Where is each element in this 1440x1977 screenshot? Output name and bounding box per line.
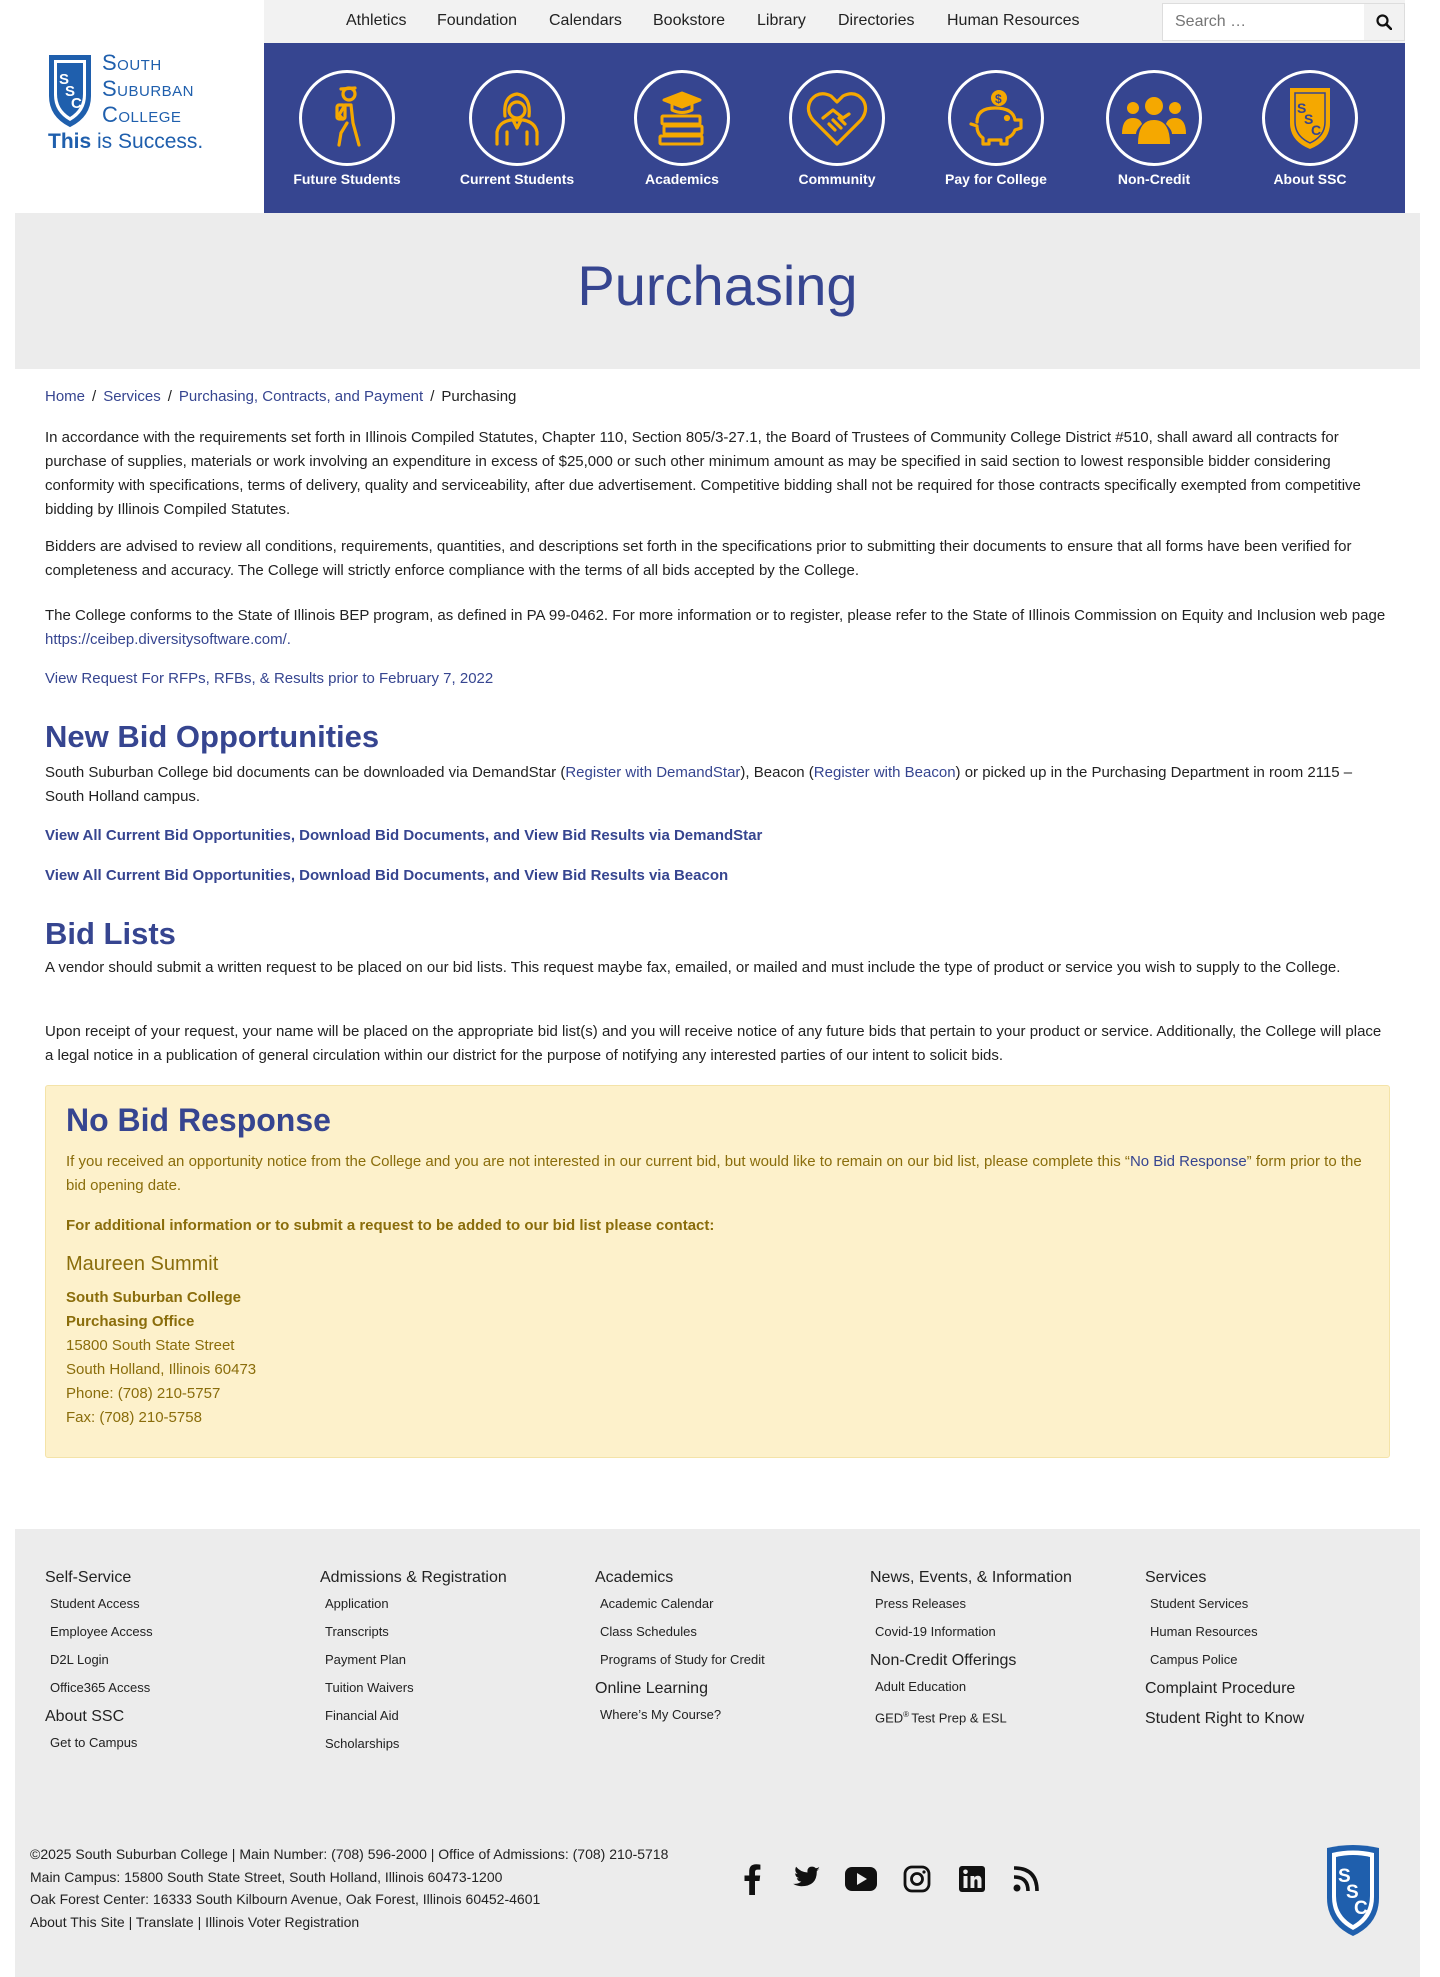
footer-link-ged[interactable] xyxy=(875,1706,1072,1726)
contact-fax: Fax: (708) 210-5758 xyxy=(66,1409,202,1426)
contact-intro: For additional information or to submit a request to be added to our bid list please contact: xyxy=(66,1217,715,1234)
svg-text:S: S xyxy=(1297,100,1307,116)
bep-text: The College conforms to the State of Illinois BEP program, as defined in PA 99-0462. For more information or to register, please refer to the State of Illinois Commission on Equity and Inclusion web page xyxy=(45,607,1386,624)
view-bids-demandstar-link[interactable]: View All Current Bid Opportunities, Download Bid Documents, and View Bid Results via DemandStar xyxy=(45,827,763,844)
student-icon xyxy=(469,70,565,166)
heart-handshake-icon xyxy=(789,70,885,166)
logo-shield-icon xyxy=(46,52,94,128)
nav-future-students[interactable] xyxy=(277,43,417,213)
ged-label: GED xyxy=(875,1710,904,1726)
no-bid-text-b: ” form prior to the bid opening date. xyxy=(66,1153,1362,1194)
beacon-link-paragraph xyxy=(45,864,1390,888)
breadcrumb-services[interactable]: Services xyxy=(103,388,161,405)
nav-non-credit[interactable] xyxy=(1084,43,1224,213)
walking-person-icon xyxy=(299,70,395,166)
nav-label-about-ssc: About SSC xyxy=(1273,171,1347,187)
youtube-icon[interactable] xyxy=(841,1859,881,1899)
register-beacon-link[interactable]: Register with Beacon xyxy=(813,764,956,781)
footer-separator: | xyxy=(124,1913,136,1930)
main-nav xyxy=(264,43,1405,213)
logo-line-3: College xyxy=(102,102,182,127)
people-group-icon xyxy=(1106,70,1202,166)
footer-link-academic-calendar[interactable]: Academic Calendar xyxy=(600,1596,714,1611)
page-title-band xyxy=(15,213,1420,369)
footer-link-translate[interactable]: Translate xyxy=(135,1913,194,1930)
site-footer xyxy=(15,1529,1420,1977)
footer-link-adult-education[interactable]: Adult Education xyxy=(875,1679,967,1694)
nav-academics[interactable] xyxy=(612,43,752,213)
no-bid-response-heading: No Bid Response xyxy=(66,1102,331,1138)
topnav-human-resources[interactable]: Human Resources xyxy=(947,12,1080,29)
svg-text:S: S xyxy=(1346,1882,1359,1903)
intro-paragraph-bep xyxy=(45,604,1390,652)
footer-link-employee-access[interactable]: Employee Access xyxy=(50,1624,153,1639)
topnav-directories[interactable]: Directories xyxy=(838,12,915,29)
svg-text:S: S xyxy=(1304,111,1314,127)
footer-link-student-services[interactable]: Student Services xyxy=(1150,1596,1249,1611)
footer-link-campus-police[interactable]: Campus Police xyxy=(1150,1652,1238,1667)
breadcrumb-home[interactable]: Home xyxy=(45,388,86,405)
prior-results-paragraph xyxy=(45,667,1390,691)
search-box xyxy=(1162,3,1405,41)
bid-lists-paragraph-2: Upon receipt of your request, your name will be placed on the appropriate bid list(s) and you will receive notice of any future bids that pertain to your product or service. Additionally, the College will place a legal notice in a publication of general circulation within our district for the purpose of notifying any interested parties of our intent to solicit bids. xyxy=(45,1023,1382,1064)
footer-link-d2l-login[interactable]: D2L Login xyxy=(50,1652,109,1667)
footer-main-campus: Main Campus: 15800 South State Street, South Holland, Illinois 60473-1200 xyxy=(30,1868,503,1885)
svg-text:C: C xyxy=(1354,1898,1368,1919)
footer-heading-about: About SSC xyxy=(45,1708,125,1725)
footer-heading-non-credit: Non-Credit Offerings xyxy=(870,1652,1017,1669)
logo-tagline-bold: This xyxy=(48,130,92,153)
contact-dept: Purchasing Office xyxy=(66,1313,195,1330)
footer-link-payment-plan[interactable]: Payment Plan xyxy=(325,1652,406,1667)
footer-link-tuition-waivers[interactable]: Tuition Waivers xyxy=(325,1680,414,1695)
footer-link-application[interactable]: Application xyxy=(325,1596,389,1611)
footer-ssc-shield-icon xyxy=(1323,1844,1383,1939)
footer-link-voter-registration[interactable]: Illinois Voter Registration xyxy=(205,1913,360,1930)
new-bids-paragraph xyxy=(45,761,1390,809)
search-button[interactable] xyxy=(1364,4,1404,40)
new-bids-text-b: ), Beacon ( xyxy=(740,764,814,781)
intro-paragraph-statute: In accordance with the requirements set forth in Illinois Compiled Statutes, Chapter 110, Section 805/3-27.1, the Board of Trustees of Community College District #510, shall award all contracts for purchase of supplies, materials or work involving an expenditure in excess of $25,000 or such other minimum amount as may be specified in said section to lowest responsible bidder considering conformity with specifications, terms of delivery, quality and serviceability, after due advertisement. Competitive bidding shall not be required for those contracts specifically exempted from competitive bidding by Illinois Compiled Statutes. xyxy=(45,429,1361,518)
nav-current-students[interactable] xyxy=(447,43,587,213)
piggy-bank-icon xyxy=(948,70,1044,166)
search-icon xyxy=(1376,14,1392,30)
footer-col-services xyxy=(1145,1569,1304,1736)
footer-separator: | xyxy=(193,1913,206,1930)
footer-link-student-access[interactable]: Student Access xyxy=(50,1596,140,1611)
contact-street: 15800 South State Street xyxy=(66,1337,235,1354)
topnav-athletics[interactable]: Athletics xyxy=(346,12,407,29)
bid-lists-heading: Bid Lists xyxy=(45,916,176,951)
breadcrumb xyxy=(45,388,516,405)
contact-name: Maureen Summit xyxy=(66,1253,219,1275)
search-input[interactable] xyxy=(1163,4,1363,40)
books-graduation-cap-icon xyxy=(634,70,730,166)
contact-city: South Holland, Illinois 60473 xyxy=(66,1361,257,1378)
footer-link-about-site[interactable]: About This Site xyxy=(30,1913,125,1930)
nav-label-non-credit: Non-Credit xyxy=(1117,171,1191,187)
rss-icon[interactable] xyxy=(1006,1859,1046,1899)
view-bids-beacon-link[interactable]: View All Current Bid Opportunities, Download Bid Documents, and View Bid Results via Beacon xyxy=(45,867,729,884)
nav-label-community: Community xyxy=(798,171,876,187)
footer-link-press-releases[interactable]: Press Releases xyxy=(875,1596,967,1611)
breadcrumb-current: Purchasing xyxy=(441,388,517,405)
new-bid-opportunities-heading: New Bid Opportunities xyxy=(45,719,380,754)
nav-community[interactable] xyxy=(767,43,907,213)
nav-label-academics: Academics xyxy=(645,171,719,187)
no-bid-response-form-link[interactable]: No Bid Response xyxy=(1129,1153,1247,1170)
intro-paragraph-bidders: Bidders are advised to review all conditions, requirements, quantities, and descriptions set forth in the specifications prior to submitting their documents to ensure that all forms have been verified for completeness and accuracy. The College will strictly enforce compliance with the terms of all bids accepted by the College. xyxy=(45,538,1352,579)
facebook-icon[interactable] xyxy=(732,1859,772,1899)
svg-text:S: S xyxy=(59,71,70,88)
svg-text:C: C xyxy=(71,95,82,112)
footer-heading-news: News, Events, & Information xyxy=(870,1569,1072,1586)
footer-col-admissions xyxy=(320,1569,507,1763)
topnav-bookstore[interactable]: Bookstore xyxy=(653,12,726,29)
contact-org: South Suburban College xyxy=(66,1289,241,1306)
footer-link-transcripts[interactable]: Transcripts xyxy=(325,1624,389,1639)
footer-heading-self-service: Self-Service xyxy=(45,1569,132,1586)
footer-link-covid-info[interactable]: Covid-19 Information xyxy=(875,1624,996,1639)
footer-link-get-to-campus[interactable]: Get to Campus xyxy=(50,1735,138,1750)
footer-heading-academics: Academics xyxy=(595,1569,674,1586)
footer-link-programs-of-study[interactable]: Programs of Study for Credit xyxy=(600,1652,765,1667)
footer-link-wheres-my-course[interactable]: Where’s My Course? xyxy=(600,1707,722,1722)
footer-links-row xyxy=(30,1911,690,1934)
register-demandstar-link[interactable]: Register with DemandStar xyxy=(565,764,741,781)
college-logo[interactable] xyxy=(46,50,226,160)
no-bid-paragraph xyxy=(66,1150,1366,1198)
footer-heading-services: Services xyxy=(1145,1569,1207,1586)
nav-label-pay-for-college: Pay for College xyxy=(945,171,1047,187)
svg-text:S: S xyxy=(1338,1866,1351,1887)
footer-link-complaint-procedure[interactable]: Complaint Procedure xyxy=(1145,1680,1296,1697)
footer-link-class-schedules[interactable]: Class Schedules xyxy=(600,1624,697,1639)
nav-pay-for-college[interactable] xyxy=(926,43,1066,213)
svg-text:C: C xyxy=(1311,122,1322,138)
demandstar-link-paragraph xyxy=(45,824,1390,848)
breadcrumb-separator: / xyxy=(430,388,435,405)
bep-link[interactable]: https://ceibep.diversitysoftware.com/. xyxy=(45,631,291,648)
bid-lists-paragraph-1: A vendor should submit a written request to be placed on our bid lists. This request maybe fax, emailed, or mailed and must include the type of product or service you wish to supply to the College. xyxy=(45,959,1341,976)
footer-oak-forest: Oak Forest Center: 16333 South Kilbourn Avenue, Oak Forest, Illinois 60452-4601 xyxy=(30,1891,541,1907)
footer-col-academics xyxy=(595,1569,765,1734)
footer-col-news xyxy=(870,1569,1072,1737)
svg-text:$: $ xyxy=(995,92,1002,106)
logo-tagline-rest: is Success. xyxy=(91,130,204,153)
breadcrumb-separator: / xyxy=(92,388,97,405)
ged-rest: Test Prep & ESL xyxy=(911,1710,1007,1726)
logo-line-2: Suburban xyxy=(102,76,195,101)
footer-link-student-right-to-know[interactable]: Student Right to Know xyxy=(1145,1710,1305,1727)
logo-wordmark xyxy=(102,50,194,128)
footer-heading-online-learning: Online Learning xyxy=(595,1680,708,1697)
registered-mark: ® xyxy=(903,1710,912,1719)
topnav-foundation[interactable]: Foundation xyxy=(437,12,518,29)
breadcrumb-separator: / xyxy=(167,388,172,405)
prior-results-link[interactable]: View Request For RFPs, RFBs, & Results prior to February 7, 2022 xyxy=(45,670,494,687)
footer-heading-admissions: Admissions & Registration xyxy=(320,1569,507,1586)
nav-about-ssc[interactable] xyxy=(1240,43,1380,213)
logo-line-1: South xyxy=(102,50,162,75)
svg-text:S: S xyxy=(65,83,76,100)
contact-phone: Phone: (708) 210-5757 xyxy=(66,1385,221,1402)
footer-copyright: ©2025 South Suburban College | Main Number: (708) 596-2000 | Office of Admissions: (708) 210-5718 xyxy=(30,1846,669,1862)
ssc-shield-icon xyxy=(1262,70,1358,166)
footer-link-office365[interactable]: Office365 Access xyxy=(50,1680,151,1695)
footer-link-financial-aid[interactable]: Financial Aid xyxy=(325,1708,399,1723)
footer-col-self-service xyxy=(45,1569,153,1762)
topnav-calendars[interactable]: Calendars xyxy=(549,12,622,29)
nav-label-current-students: Current Students xyxy=(459,171,575,187)
instagram-icon[interactable] xyxy=(897,1859,937,1899)
new-bids-text-c: ) or picked up in the Purchasing Department in room 2115 – South Holland campus. xyxy=(45,764,1353,805)
page-title: Purchasing xyxy=(577,254,858,317)
new-bids-text-a: South Suburban College bid documents can be downloaded via DemandStar ( xyxy=(45,764,566,781)
linkedin-icon[interactable] xyxy=(952,1859,992,1899)
topnav-library[interactable]: Library xyxy=(757,12,806,29)
logo-tagline xyxy=(48,130,203,154)
nav-label-future-students: Future Students xyxy=(293,171,401,187)
footer-link-scholarships[interactable]: Scholarships xyxy=(325,1736,400,1751)
twitter-icon[interactable] xyxy=(785,1859,825,1899)
no-bid-response-box xyxy=(45,1085,1390,1458)
footer-link-human-resources[interactable]: Human Resources xyxy=(1150,1624,1258,1639)
no-bid-text-a: If you received an opportunity notice from the College and you are not interested in our current bid, but would like to remain on our bid list, please complete this “ xyxy=(66,1153,1130,1170)
site-header xyxy=(0,0,1440,213)
breadcrumb-purchasing-contracts[interactable]: Purchasing, Contracts, and Payment xyxy=(178,388,424,405)
footer-contact-info xyxy=(30,1843,690,1933)
